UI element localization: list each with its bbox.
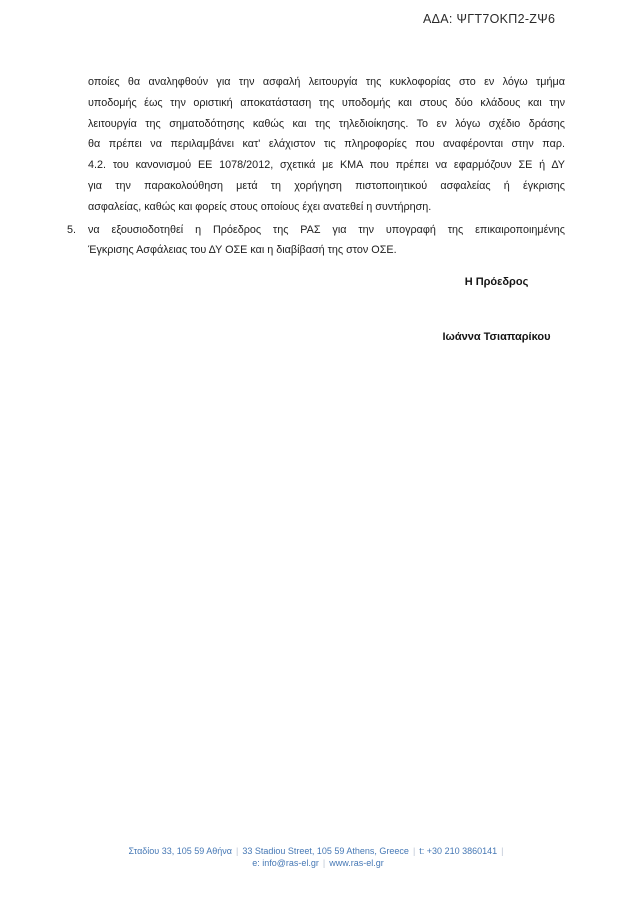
- footer-address-english: 33 Stadiou Street, 105 59 Athens, Greece: [242, 846, 409, 856]
- ada-code: ΑΔΑ: ΨΓΤ7ΟΚΠ2-ΖΨ6: [423, 12, 556, 26]
- paragraph-line: ασφαλείας, καθώς και φορείς στους οποίους έχει ανατεθεί η συντήρηση.: [88, 200, 432, 213]
- footer-email-link[interactable]: e: info@ras-el.gr: [252, 858, 319, 869]
- item-line: να εξουσιοδοτηθεί η Πρόεδρος της ΡΑΣ για την υπογραφή της επικαιροποιημένης: [88, 223, 565, 236]
- document-body: [67, 72, 565, 261]
- footer-address-greek: Σταδίου 33, 105 59 Αθήνα: [128, 846, 232, 856]
- item-number: 5.: [67, 223, 77, 236]
- footer-line-1: [0, 845, 636, 857]
- footer-separator: |: [501, 846, 504, 856]
- item-text: [88, 220, 565, 262]
- numbered-item-5: [67, 220, 565, 262]
- footer-website-link[interactable]: www.ras-el.gr: [329, 858, 384, 869]
- body-paragraph: [88, 72, 565, 218]
- paragraph-line: οποίες θα αναληφθούν για την ασφαλή λειτουργία της κυκλοφορίας στο εν λόγω τμήμα: [88, 76, 565, 88]
- signature-title: Η Πρόεδρος: [464, 276, 529, 288]
- paragraph-line: θα πρέπει να περιλαμβάνει κατ' ελάχιστον τις πληροφορίες που αναφέρονται στην παρ.: [88, 138, 565, 151]
- footer-separator: |: [412, 846, 416, 856]
- signature-name: Ιωάννα Τσιαπαρίκου: [442, 331, 551, 343]
- footer-line-2: [0, 857, 636, 869]
- paragraph-line: 4.2. του κανονισμού ΕΕ 1078/2012, σχετικά με ΚΜΑ που πρέπει να εφαρμόζουν ΣΕ ή ΔΥ: [88, 159, 565, 172]
- footer-phone: t: +30 210 3860141: [419, 846, 498, 856]
- paragraph-line: υποδομής έως την οριστική αποκατάσταση της υποδομής και στους δύο κλάδους και την: [88, 96, 565, 109]
- item-line: Έγκρισης Ασφάλειας του ΔΥ ΟΣΕ και η διαβίβασή της στον ΟΣΕ.: [88, 244, 397, 257]
- footer-separator: |: [235, 846, 239, 856]
- page-footer: [0, 845, 636, 870]
- paragraph-line: λειτουργία της σηματοδότησης καθώς και της τηλεδιοίκησης. Το εν λόγω σχέδιο δράσης: [88, 117, 565, 130]
- paragraph-line: για την παρακολούθηση μετά τη χορήγηση πιστοποιητικού ασφαλείας ή έγκρισης: [88, 179, 565, 192]
- footer-separator: |: [322, 858, 326, 869]
